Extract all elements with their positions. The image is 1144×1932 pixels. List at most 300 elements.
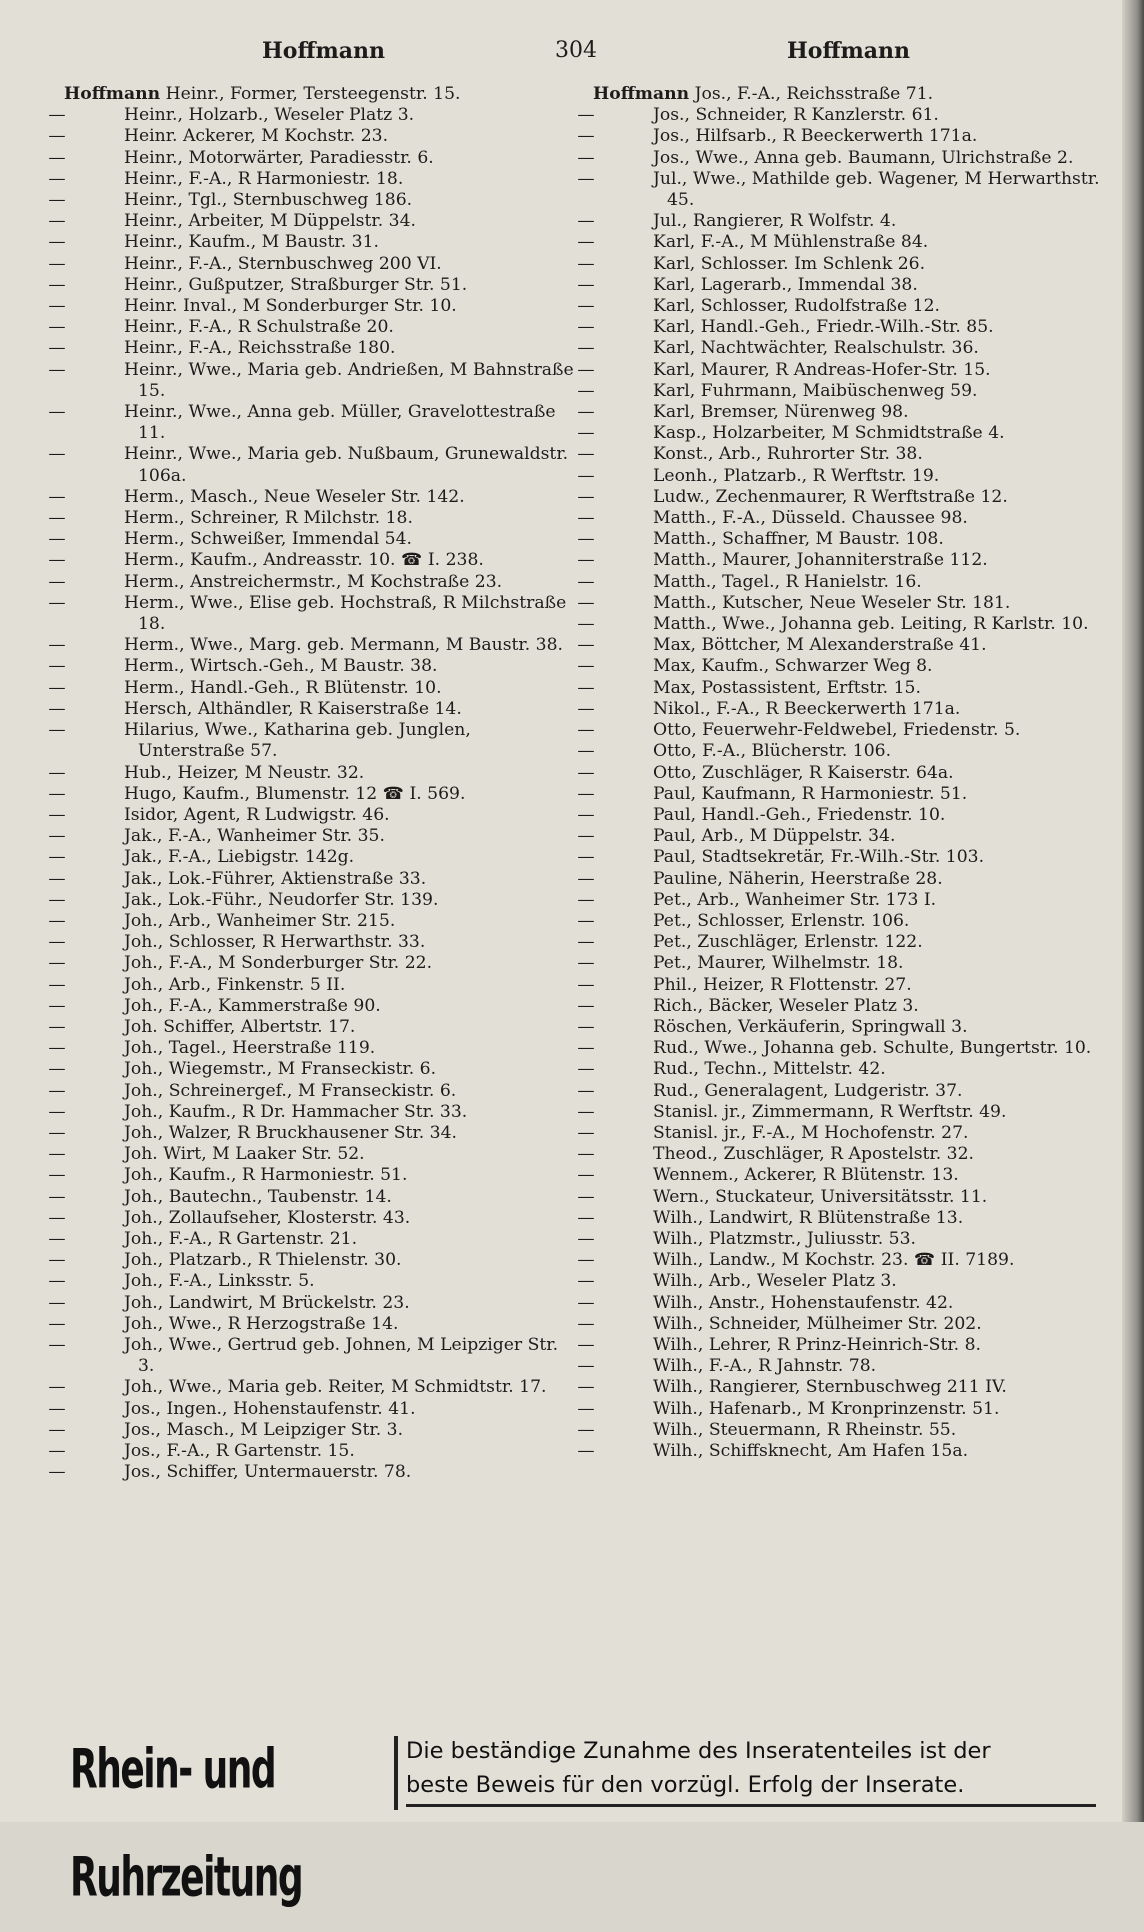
ditto-dash: — bbox=[48, 635, 66, 656]
entry-text: Wilh., Hafenarb., M Kronprinzenstr. 51. bbox=[653, 1398, 1000, 1419]
directory-entry bbox=[577, 762, 1105, 784]
directory-entry bbox=[577, 508, 1105, 529]
directory-entry bbox=[48, 698, 576, 720]
directory-entry bbox=[48, 402, 576, 444]
entry-text: Rud., Generalagent, Ludgeristr. 37. bbox=[653, 1080, 963, 1101]
directory-entry bbox=[577, 635, 1105, 656]
ad-slogan bbox=[406, 1734, 1096, 1802]
entry-text: Jos., Schiffer, Untermauerstr. 78. bbox=[124, 1462, 412, 1483]
directory-entry bbox=[48, 1016, 576, 1038]
ditto-dash: — bbox=[48, 359, 66, 380]
entry-text: Heinr., Wwe., Maria geb. Andrießen, M Bahnstraße 15. bbox=[124, 359, 574, 401]
directory-entry bbox=[48, 762, 576, 784]
entry-text: Karl, Maurer, R Andreas-Hofer-Str. 15. bbox=[653, 359, 991, 380]
ditto-dash: — bbox=[577, 1101, 595, 1122]
entry-text: Jos., Hilfsarb., R Beeckerwerth 171a. bbox=[653, 126, 978, 147]
entry-text: Wilh., Schneider, Mülheimer Str. 202. bbox=[653, 1313, 982, 1334]
entry-text: Paul, Handl.-Geh., Friedenstr. 10. bbox=[653, 804, 946, 825]
entry-text: Wern., Stuckateur, Universitätsstr. 11. bbox=[653, 1186, 988, 1207]
entry-text: Jak., F.-A., Liebigstr. 142g. bbox=[124, 847, 355, 868]
entry-text: Joh., F.-A., Kammerstraße 90. bbox=[124, 995, 381, 1016]
ditto-dash: — bbox=[48, 910, 66, 931]
entry-text: Max, Böttcher, M Alexanderstraße 41. bbox=[653, 635, 987, 656]
ditto-dash: — bbox=[48, 508, 66, 529]
advertisement-banner bbox=[70, 1730, 1092, 1910]
entry-text: Röschen, Verkäuferin, Springwall 3. bbox=[653, 1016, 968, 1037]
directory-entry bbox=[577, 995, 1105, 1017]
entry-text: Joh., Landwirt, M Brückelstr. 23. bbox=[124, 1292, 410, 1313]
directory-entry bbox=[48, 1313, 576, 1335]
directory-entry bbox=[48, 147, 576, 169]
directory-entry bbox=[577, 168, 1105, 211]
entry-text: Matth., F.-A., Düsseld. Chaussee 98. bbox=[653, 508, 968, 529]
ditto-dash: — bbox=[48, 211, 66, 232]
ditto-dash: — bbox=[577, 1313, 595, 1334]
directory-entry bbox=[577, 847, 1105, 868]
page-header bbox=[0, 38, 1144, 78]
ditto-dash: — bbox=[48, 1377, 66, 1398]
entry-text: Karl, Lagerarb., Immendal 38. bbox=[653, 274, 918, 295]
ditto-dash: — bbox=[577, 656, 595, 677]
directory-entry bbox=[577, 444, 1105, 465]
ditto-dash: — bbox=[48, 656, 66, 677]
entry-text: Rud., Techn., Mittelstr. 42. bbox=[653, 1059, 886, 1080]
directory-entry bbox=[577, 783, 1105, 805]
directory-entry bbox=[48, 1334, 576, 1377]
entry-text: Jos., F.-A., Reichsstraße 71. bbox=[694, 84, 934, 104]
directory-entry bbox=[48, 889, 576, 911]
directory-entry bbox=[577, 1186, 1105, 1208]
entry-text: Karl, Nachtwächter, Realschulstr. 36. bbox=[653, 338, 979, 359]
directory-entry bbox=[48, 1462, 576, 1483]
ditto-dash: — bbox=[48, 274, 66, 295]
directory-entry bbox=[577, 1038, 1105, 1059]
entry-text: Pet., Schlosser, Erlenstr. 106. bbox=[653, 910, 910, 931]
ditto-dash: — bbox=[577, 677, 595, 698]
directory-entry bbox=[48, 1144, 576, 1165]
entry-text: Jos., Masch., M Leipziger Str. 3. bbox=[124, 1419, 404, 1440]
directory-entry bbox=[577, 105, 1105, 126]
entry-text: Wilh., Platzmstr., Juliusstr. 53. bbox=[653, 1228, 916, 1249]
entry-text: Joh., Wwe., Gertrud geb. Johnen, M Leipziger Str. 3. bbox=[124, 1334, 559, 1377]
ditto-dash: — bbox=[577, 296, 595, 317]
entry-text: Nikol., F.-A., R Beeckerwerth 171a. bbox=[653, 698, 961, 719]
ditto-dash: — bbox=[577, 762, 595, 783]
directory-entry bbox=[577, 1334, 1105, 1356]
entry-text: Herm., Kaufm., Andreasstr. 10. ☎ I. 238. bbox=[124, 550, 484, 571]
directory-entry bbox=[577, 126, 1105, 147]
directory-entry bbox=[577, 147, 1105, 169]
ditto-dash: — bbox=[48, 1080, 66, 1101]
directory-entry bbox=[48, 1398, 576, 1420]
ad-slogan-line-2: beste Beweis für den vorzügl. Erfolg der Inserate. bbox=[406, 1772, 965, 1798]
ditto-dash: — bbox=[577, 1250, 595, 1271]
directory-entry bbox=[577, 932, 1105, 953]
directory-entry bbox=[577, 338, 1105, 359]
entry-text: Joh., Schlosser, R Herwarthstr. 33. bbox=[124, 932, 426, 953]
ditto-dash: — bbox=[48, 1313, 66, 1334]
ditto-dash: — bbox=[577, 1122, 595, 1143]
ditto-dash: — bbox=[48, 1228, 66, 1249]
entry-text: Wilh., Schiffsknecht, Am Hafen 15a. bbox=[653, 1441, 969, 1461]
directory-entry bbox=[577, 1080, 1105, 1102]
directory-entry bbox=[577, 720, 1105, 741]
entry-text: Jos., Schneider, R Kanzlerstr. 61. bbox=[653, 105, 939, 126]
ditto-dash: — bbox=[577, 592, 595, 613]
ditto-dash: — bbox=[48, 1334, 66, 1355]
directory-entry bbox=[48, 1101, 576, 1123]
ditto-dash: — bbox=[48, 550, 66, 571]
entry-text: Heinr., Arbeiter, M Düppelstr. 34. bbox=[124, 211, 416, 232]
entry-text: Karl, Schlosser. Im Schlenk 26. bbox=[653, 253, 926, 274]
entry-text: Joh., Walzer, R Bruckhausener Str. 34. bbox=[124, 1122, 458, 1143]
entry-text: Max, Postassistent, Erftstr. 15. bbox=[653, 677, 921, 698]
entry-text: Hugo, Kaufm., Blumenstr. 12 ☎ I. 569. bbox=[124, 783, 466, 804]
entry-text: Joh. Schiffer, Albertstr. 17. bbox=[124, 1016, 356, 1037]
entry-text: Hilarius, Wwe., Katharina geb. Junglen, Unterstraße 57. bbox=[124, 720, 471, 762]
ditto-dash: — bbox=[577, 720, 595, 741]
entry-text: Joh., F.-A., R Gartenstr. 21. bbox=[124, 1228, 358, 1249]
ditto-dash: — bbox=[48, 253, 66, 274]
directory-entry bbox=[48, 1186, 576, 1208]
entry-text: Jak., Lok.-Führ., Neudorfer Str. 139. bbox=[124, 889, 439, 910]
directory-entry bbox=[64, 84, 576, 105]
entry-text: Joh., Zollaufseher, Klosterstr. 43. bbox=[124, 1207, 411, 1228]
ditto-dash: — bbox=[577, 105, 595, 126]
ditto-dash: — bbox=[48, 677, 66, 698]
ditto-dash: — bbox=[48, 338, 66, 359]
directory-entry bbox=[48, 783, 576, 805]
entry-text: Joh., Kaufm., R Harmoniestr. 51. bbox=[124, 1165, 408, 1186]
directory-entry bbox=[48, 1165, 576, 1186]
entry-text: Max, Kaufm., Schwarzer Weg 8. bbox=[653, 656, 933, 677]
directory-entry bbox=[577, 1250, 1105, 1271]
entry-text: Jos., F.-A., R Gartenstr. 15. bbox=[124, 1441, 355, 1461]
directory-entry bbox=[593, 84, 1105, 105]
entry-text: Kasp., Holzarbeiter, M Schmidtstraße 4. bbox=[653, 423, 1005, 444]
ditto-dash: — bbox=[48, 190, 66, 211]
directory-entry bbox=[48, 126, 576, 147]
directory-entry bbox=[48, 211, 576, 232]
ditto-dash: — bbox=[577, 1228, 595, 1249]
entry-text: Wilh., Landw., M Kochstr. 23. ☎ II. 7189. bbox=[653, 1250, 1015, 1271]
ditto-dash: — bbox=[48, 1038, 66, 1059]
ditto-dash: — bbox=[577, 1271, 595, 1292]
entry-text: Karl, Bremser, Nürenweg 98. bbox=[653, 402, 909, 423]
directory-entry bbox=[48, 1419, 576, 1441]
entry-text: Otto, F.-A., Blücherstr. 106. bbox=[653, 741, 892, 762]
directory-entry bbox=[577, 1165, 1105, 1186]
ditto-dash: — bbox=[577, 889, 595, 910]
entry-text: Herm., Masch., Neue Weseler Str. 142. bbox=[124, 486, 465, 507]
directory-entry bbox=[48, 995, 576, 1017]
ditto-dash: — bbox=[48, 1186, 66, 1207]
ditto-dash: — bbox=[577, 847, 595, 868]
ditto-dash: — bbox=[577, 1186, 595, 1207]
directory-entry bbox=[48, 486, 576, 508]
entry-text: Wilh., Arb., Weseler Platz 3. bbox=[653, 1271, 897, 1292]
ditto-dash: — bbox=[48, 1144, 66, 1165]
page-number: 304 bbox=[555, 38, 597, 63]
directory-entry bbox=[48, 1228, 576, 1250]
directory-entry bbox=[48, 932, 576, 953]
entry-text: Heinr. Inval., M Sonderburger Str. 10. bbox=[124, 296, 457, 317]
entry-text: Paul, Kaufmann, R Harmoniestr. 51. bbox=[653, 783, 968, 804]
ditto-dash: — bbox=[577, 1334, 595, 1355]
entry-text: Joh., Platzarb., R Thielenstr. 30. bbox=[124, 1250, 402, 1271]
ditto-dash: — bbox=[577, 274, 595, 295]
directory-entry bbox=[577, 1059, 1105, 1080]
directory-entry bbox=[48, 444, 576, 486]
directory-entry bbox=[48, 847, 576, 868]
entry-text: Matth., Tagel., R Hanielstr. 16. bbox=[653, 571, 922, 592]
directory-entry bbox=[577, 1271, 1105, 1292]
directory-entry bbox=[48, 826, 576, 847]
directory-entry bbox=[577, 656, 1105, 677]
ditto-dash: — bbox=[48, 168, 66, 189]
entry-text: Pauline, Näherin, Heerstraße 28. bbox=[653, 868, 943, 889]
entry-text: Rud., Wwe., Johanna geb. Schulte, Bungertstr. 10. bbox=[653, 1038, 1092, 1059]
directory-entry bbox=[48, 656, 576, 677]
ditto-dash: — bbox=[48, 232, 66, 253]
entry-text: Jos., Ingen., Hohenstaufenstr. 41. bbox=[124, 1398, 416, 1419]
directory-entry bbox=[577, 465, 1105, 487]
entry-text: Stanisl. jr., Zimmermann, R Werftstr. 49. bbox=[653, 1101, 1007, 1122]
directory-entry bbox=[48, 508, 576, 529]
ditto-dash: — bbox=[48, 1101, 66, 1122]
directory-entry bbox=[48, 720, 576, 762]
entry-text: Joh., Bautechn., Taubenstr. 14. bbox=[124, 1186, 392, 1207]
ditto-dash: — bbox=[577, 974, 595, 995]
directory-entry bbox=[48, 1038, 576, 1059]
directory-entry bbox=[577, 380, 1105, 402]
entry-text: Joh., F.-A., Linksstr. 5. bbox=[124, 1271, 315, 1292]
left-column bbox=[48, 84, 576, 1483]
ditto-dash: — bbox=[577, 211, 595, 232]
entry-text: Heinr., F.-A., R Harmoniestr. 18. bbox=[124, 168, 404, 189]
ad-underline bbox=[406, 1804, 1096, 1807]
ditto-dash: — bbox=[48, 1122, 66, 1143]
ditto-dash: — bbox=[48, 783, 66, 804]
entry-text: Paul, Stadtsekretär, Fr.-Wilh.-Str. 103. bbox=[653, 847, 985, 868]
directory-entry bbox=[48, 359, 576, 402]
entry-text: Wilh., F.-A., R Jahnstr. 78. bbox=[653, 1356, 877, 1377]
directory-entry bbox=[48, 338, 576, 359]
ditto-dash: — bbox=[48, 932, 66, 953]
entry-text: Jos., Wwe., Anna geb. Baumann, Ulrichstraße 2. bbox=[653, 147, 1074, 168]
right-running-head: Hoffmann bbox=[787, 38, 911, 64]
directory-entry bbox=[48, 105, 576, 126]
ditto-dash: — bbox=[48, 1165, 66, 1186]
ditto-dash: — bbox=[577, 444, 595, 465]
entry-text: Karl, Schlosser, Rudolfstraße 12. bbox=[653, 296, 940, 317]
ditto-dash: — bbox=[48, 1462, 66, 1483]
directory-entry bbox=[577, 253, 1105, 275]
directory-entry bbox=[577, 804, 1105, 826]
entry-text: Joh. Wirt, M Laaker Str. 52. bbox=[124, 1144, 365, 1165]
directory-entry bbox=[48, 317, 576, 338]
entry-text: Hub., Heizer, M Neustr. 32. bbox=[124, 762, 365, 783]
right-column bbox=[577, 84, 1105, 1462]
ditto-dash: — bbox=[577, 1356, 595, 1377]
directory-entry bbox=[577, 592, 1105, 614]
entry-text: Heinr., Kaufm., M Baustr. 31. bbox=[124, 232, 379, 253]
directory-entry bbox=[577, 1228, 1105, 1250]
directory-entry bbox=[577, 826, 1105, 847]
directory-entry bbox=[48, 296, 576, 317]
ditto-dash: — bbox=[577, 1419, 595, 1440]
entry-text: Ludw., Zechenmaurer, R Werftstraße 12. bbox=[653, 486, 1008, 507]
entry-text: Wilh., Anstr., Hohenstaufenstr. 42. bbox=[653, 1292, 954, 1313]
ditto-dash: — bbox=[577, 741, 595, 762]
directory-entry bbox=[577, 211, 1105, 232]
ditto-dash: — bbox=[48, 953, 66, 974]
ditto-dash: — bbox=[577, 232, 595, 253]
entry-text: Hersch, Althändler, R Kaiserstraße 14. bbox=[124, 698, 462, 719]
entry-text: Wilh., Rangierer, Sternbuschweg 211 IV. bbox=[653, 1377, 1007, 1398]
ditto-dash: — bbox=[577, 1059, 595, 1080]
ditto-dash: — bbox=[48, 995, 66, 1016]
ditto-dash: — bbox=[48, 1441, 66, 1461]
ditto-dash: — bbox=[48, 126, 66, 147]
directory-entry bbox=[577, 1016, 1105, 1038]
entry-text: Heinr., Holzarb., Weseler Platz 3. bbox=[124, 105, 415, 126]
directory-entry bbox=[48, 635, 576, 656]
ditto-dash: — bbox=[577, 508, 595, 529]
ditto-dash: — bbox=[48, 105, 66, 126]
entry-text: Wennem., Ackerer, R Blütenstr. 13. bbox=[653, 1165, 959, 1186]
ad-slogan-line-1: Die beständige Zunahme des Inseratenteiles ist der bbox=[406, 1738, 991, 1764]
entry-text: Jul., Wwe., Mathilde geb. Wagener, M Herwarthstr. 45. bbox=[653, 168, 1100, 211]
directory-entry bbox=[48, 677, 576, 699]
directory-entry bbox=[577, 910, 1105, 932]
entry-text: Heinr., Tgl., Sternbuschweg 186. bbox=[124, 190, 413, 211]
entry-text: Wilh., Lehrer, R Prinz-Heinrich-Str. 8. bbox=[653, 1334, 982, 1355]
entry-text: Jak., Lok.-Führer, Aktienstraße 33. bbox=[124, 868, 427, 889]
newspaper-logo: Rhein- und Ruhrzeitung bbox=[70, 1738, 303, 1910]
entry-text: Heinr., F.-A., R Schulstraße 20. bbox=[124, 317, 394, 338]
entry-text: Leonh., Platzarb., R Werftstr. 19. bbox=[653, 465, 940, 486]
entry-text: Otto, Feuerwehr-Feldwebel, Friedenstr. 5. bbox=[653, 720, 1021, 741]
ditto-dash: — bbox=[577, 550, 595, 571]
ditto-dash: — bbox=[48, 847, 66, 868]
entry-text: Joh., Wwe., Maria geb. Reiter, M Schmidtstr. 17. bbox=[124, 1377, 547, 1398]
ditto-dash: — bbox=[48, 1016, 66, 1037]
ditto-dash: — bbox=[577, 804, 595, 825]
directory-entry bbox=[48, 529, 576, 550]
ditto-dash: — bbox=[48, 698, 66, 719]
entry-text: Heinr., Wwe., Maria geb. Nußbaum, Grunewaldstr. 106a. bbox=[124, 444, 569, 486]
surname: Hoffmann bbox=[593, 84, 690, 104]
directory-entry bbox=[577, 274, 1105, 296]
directory-entry bbox=[577, 889, 1105, 911]
entry-text: Karl, Fuhrmann, Maibüschenweg 59. bbox=[653, 380, 978, 401]
directory-entry bbox=[577, 1122, 1105, 1144]
left-running-head: Hoffmann bbox=[262, 38, 386, 64]
directory-entry bbox=[48, 1271, 576, 1292]
entry-text: Heinr., Former, Tersteegenstr. 15. bbox=[165, 84, 461, 104]
directory-entry bbox=[48, 592, 576, 635]
ditto-dash: — bbox=[577, 402, 595, 423]
ditto-dash: — bbox=[577, 359, 595, 380]
entry-text: Herm., Wirtsch.-Geh., M Baustr. 38. bbox=[124, 656, 438, 677]
directory-entry bbox=[48, 804, 576, 826]
directory-entry bbox=[48, 232, 576, 253]
directory-entry bbox=[577, 1144, 1105, 1165]
ditto-dash: — bbox=[577, 571, 595, 592]
entry-text: Herm., Wwe., Elise geb. Hochstraß, R Milchstraße 18. bbox=[124, 592, 567, 635]
ditto-dash: — bbox=[577, 380, 595, 401]
surname: Hoffmann bbox=[64, 84, 161, 104]
directory-entry bbox=[577, 1207, 1105, 1229]
entry-text: Karl, Handl.-Geh., Friedr.-Wilh.-Str. 85. bbox=[653, 317, 994, 338]
entry-text: Wilh., Landwirt, R Blütenstraße 13. bbox=[653, 1207, 964, 1228]
directory-entry bbox=[48, 190, 576, 211]
directory-entry bbox=[577, 953, 1105, 974]
directory-entry bbox=[48, 550, 576, 571]
entry-text: Herm., Anstreichermstr., M Kochstraße 23. bbox=[124, 571, 503, 592]
entry-text: Matth., Schaffner, M Baustr. 108. bbox=[653, 529, 944, 550]
ditto-dash: — bbox=[577, 698, 595, 719]
ditto-dash: — bbox=[577, 529, 595, 550]
entry-text: Matth., Maurer, Johanniterstraße 112. bbox=[653, 550, 988, 571]
directory-entry bbox=[577, 741, 1105, 762]
ditto-dash: — bbox=[48, 402, 66, 423]
ditto-dash: — bbox=[577, 338, 595, 359]
entry-text: Herm., Schreiner, R Milchstr. 18. bbox=[124, 508, 413, 529]
directory-entry bbox=[577, 1313, 1105, 1335]
directory-entry bbox=[577, 868, 1105, 890]
entry-text: Heinr., Wwe., Anna geb. Müller, Gravelottestraße 11. bbox=[124, 402, 556, 444]
ditto-dash: — bbox=[577, 868, 595, 889]
page-edge-shadow bbox=[1122, 0, 1144, 1822]
ditto-dash: — bbox=[48, 147, 66, 168]
entry-text: Joh., Wwe., R Herzogstraße 14. bbox=[124, 1313, 399, 1334]
ditto-dash: — bbox=[577, 995, 595, 1016]
ditto-dash: — bbox=[48, 1207, 66, 1228]
directory-entry bbox=[48, 1080, 576, 1102]
ditto-dash: — bbox=[577, 1080, 595, 1101]
directory-entry bbox=[577, 359, 1105, 381]
ditto-dash: — bbox=[577, 1038, 595, 1059]
entry-text: Paul, Arb., M Düppelstr. 34. bbox=[653, 826, 896, 847]
ditto-dash: — bbox=[577, 932, 595, 953]
ditto-dash: — bbox=[48, 804, 66, 825]
directory-entry bbox=[577, 296, 1105, 317]
directory-entry bbox=[48, 974, 576, 996]
directory-entry bbox=[577, 550, 1105, 571]
directory-entry bbox=[48, 168, 576, 190]
directory-entry bbox=[48, 1122, 576, 1144]
entry-text: Otto, Zuschläger, R Kaiserstr. 64a. bbox=[653, 762, 954, 783]
ditto-dash: — bbox=[577, 635, 595, 656]
ditto-dash: — bbox=[48, 592, 66, 613]
entry-text: Isidor, Agent, R Ludwigstr. 46. bbox=[124, 804, 390, 825]
directory-entry bbox=[48, 953, 576, 974]
entry-text: Joh., Wiegemstr., M Franseckistr. 6. bbox=[124, 1059, 437, 1080]
ditto-dash: — bbox=[577, 953, 595, 974]
directory-entry bbox=[48, 868, 576, 890]
ditto-dash: — bbox=[577, 1144, 595, 1165]
ditto-dash: — bbox=[48, 1292, 66, 1313]
ditto-dash: — bbox=[48, 1250, 66, 1271]
directory-entry bbox=[577, 232, 1105, 253]
directory-entry bbox=[577, 1356, 1105, 1377]
ditto-dash: — bbox=[48, 720, 66, 741]
entry-text: Herm., Handl.-Geh., R Blütenstr. 10. bbox=[124, 677, 442, 698]
ditto-dash: — bbox=[48, 529, 66, 550]
directory-entry bbox=[577, 571, 1105, 593]
